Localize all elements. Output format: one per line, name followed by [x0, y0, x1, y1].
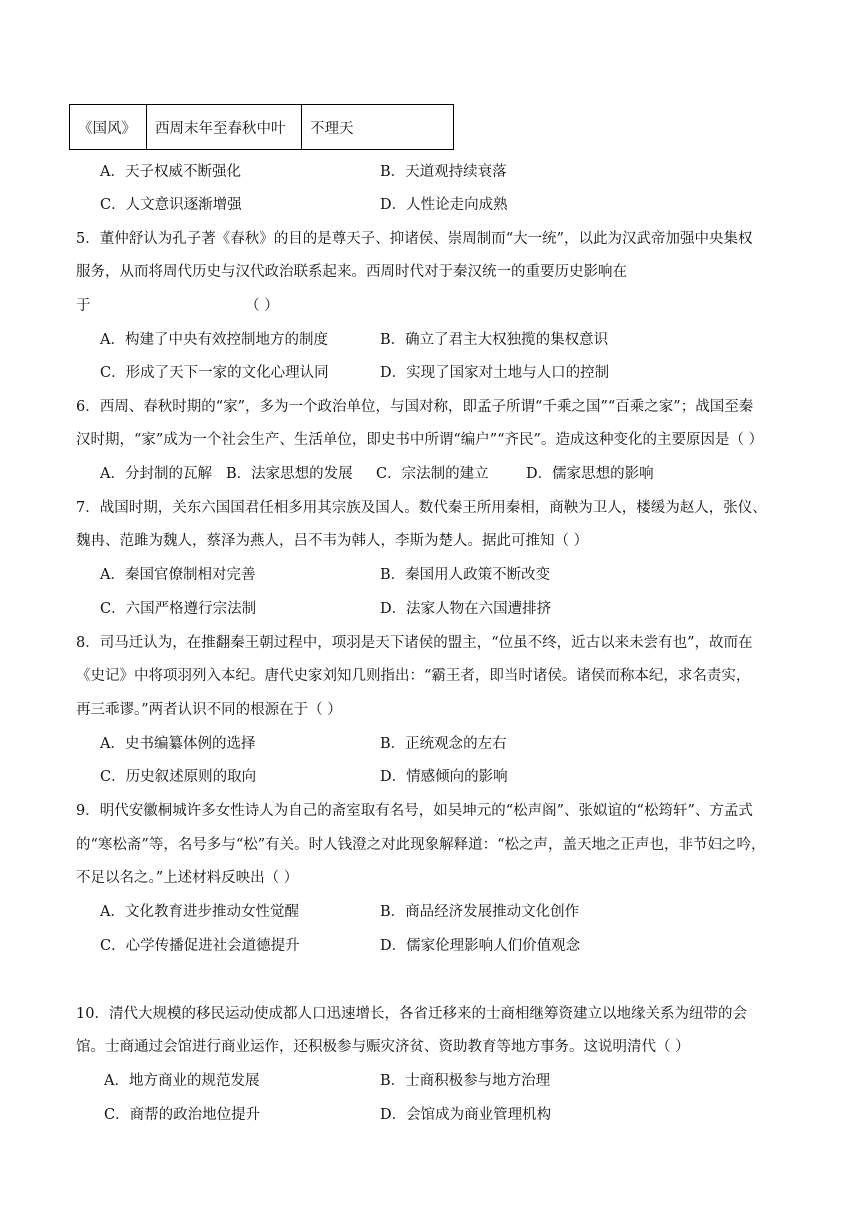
q9-option-a: A．文化教育进步推动女性觉醒 [100, 904, 299, 920]
q10-stem-line1: 10．清代大规模的移民运动使成都人口迅速增长，各省迁移来的士商相继筹资建立以地缘关系为纽带的会 [76, 1006, 747, 1022]
q6-option-a: A．分封制的瓦解 [100, 466, 212, 482]
q7-stem-line1: 7．战国时期，关东六国国君任相多用其宗族及国人。数代秦王所用秦相，商鞅为卫人，楼缓为赵人，张仪、 [76, 500, 767, 516]
table-cell: 《国风》 [70, 105, 147, 150]
q7-option-d: D．法家人物在六国遭排挤 [380, 601, 552, 617]
q8-option-b: B．正统观念的左右 [380, 736, 507, 752]
q4-option-d: D．人性论走向成熟 [380, 197, 508, 213]
q7-stem-line2: 魏冉、范雎为魏人，蔡泽为燕人，吕不韦为韩人，李斯为楚人。据此可推知（ ） [76, 533, 589, 549]
q6-option-b: B．法家思想的发展 [226, 466, 353, 482]
q10-option-c: C．商帮的政治地位提升 [104, 1107, 261, 1123]
q9-stem-line2: 的“寒松斋”等，名号多与“松”有关。时人钱澄之对此现象解释道：“松之声，盖天地之正声也，非节妇之吟， [76, 837, 766, 853]
q5-option-b: B．确立了君主大权独揽的集权意识 [380, 332, 609, 348]
q9-option-c: C．心学传播促进社会道德提升 [100, 938, 300, 954]
q8-option-c: C．历史叙述原则的取向 [100, 769, 257, 785]
q8-stem-line1: 8．司马迁认为，在推翻秦王朝过程中，项羽是天下诸侯的盟主，“位虽不终，近古以来未尝有也”，故而在 [76, 635, 753, 651]
q5-stem-line3 [76, 294, 279, 315]
q9-stem-line1: 9．明代安徽桐城许多女性诗人为自己的斋室取有名号，如吴坤元的“松声阁”、张姒谊的“松筠轩”、方孟式 [76, 803, 753, 819]
q6-option-d: D．儒家思想的影响 [526, 466, 654, 482]
q10-option-d: D．会馆成为商业管理机构 [380, 1107, 552, 1123]
q9-stem-line3: 不足以名之。”上述材料反映出（ ） [76, 870, 299, 886]
q7-option-c: C．六国严格遵行宗法制 [100, 601, 257, 617]
table-cell: 不理天 [302, 105, 454, 150]
q10-option-b: B．士商积极参与地方治理 [380, 1073, 551, 1089]
q7-option-a: A．秦国官僚制相对完善 [100, 567, 256, 583]
q5-option-c: C．形成了天下一家的文化心理认同 [100, 365, 329, 381]
table-row [70, 105, 454, 150]
q6-stem-line1: 6．西周、春秋时期的“家”，多为一个政治单位，与国对称，即孟子所谓“千乘之国”“百乘之家”；战国至秦 [76, 399, 754, 415]
q5-answer-bracket: （ ） [245, 298, 279, 314]
q4-option-c: C．人文意识逐渐增强 [100, 197, 242, 213]
q4-option-a: A．天子权威不断强化 [100, 164, 241, 180]
table-cell: 西周末年至春秋中叶 [147, 105, 302, 150]
q10-option-a: A．地方商业的规范发展 [104, 1073, 260, 1089]
q5-option-a: A．构建了中央有效控制地方的制度 [100, 332, 328, 348]
q10-stem-line2: 馆。士商通过会馆进行商业运作，还积极参与赈灾济贫、资助教育等地方事务。这说明清代（ ） [76, 1039, 690, 1055]
q8-stem-line2: 《史记》中将项羽列入本纪。唐代史家刘知几则指出：“霸王者，即当时诸侯。诸侯而称本纪，求名责实， [76, 668, 751, 684]
q6-stem-line2: 汉时期，“家”成为一个社会生产、生活单位，即史书中所谓“编户”“齐民”。造成这种变化的主要原因是（ ） [76, 432, 764, 448]
q6-option-c: C．宗法制的建立 [376, 466, 489, 482]
q9-option-d: D．儒家伦理影响人们价值观念 [380, 938, 581, 954]
q5-stem-line2: 服务，从而将周代历史与汉代政治联系起来。西周时代对于秦汉统一的重要历史影响在 [76, 264, 627, 280]
q8-stem-line3: 再三乖谬。”两者认识不同的根源在于（ ） [76, 702, 342, 718]
q7-option-b: B．秦国用人政策不断改变 [380, 567, 551, 583]
q8-option-a: A．史书编纂体例的选择 [100, 736, 256, 752]
q5-option-d: D．实现了国家对土地与人口的控制 [380, 365, 610, 381]
q5-stem-text: 于 [76, 298, 91, 314]
q4-option-b: B．天道观持续衰落 [380, 164, 507, 180]
q5-stem-line1: 5．董仲舒认为孔子著《春秋》的目的是尊天子、抑诸侯、崇周制而“大一统”，以此为汉武帝加强中央集权 [76, 231, 753, 247]
q9-option-b: B．商品经济发展推动文化创作 [380, 904, 580, 920]
q8-option-d: D．情感倾向的影响 [380, 769, 508, 785]
comparison-table [69, 104, 454, 150]
